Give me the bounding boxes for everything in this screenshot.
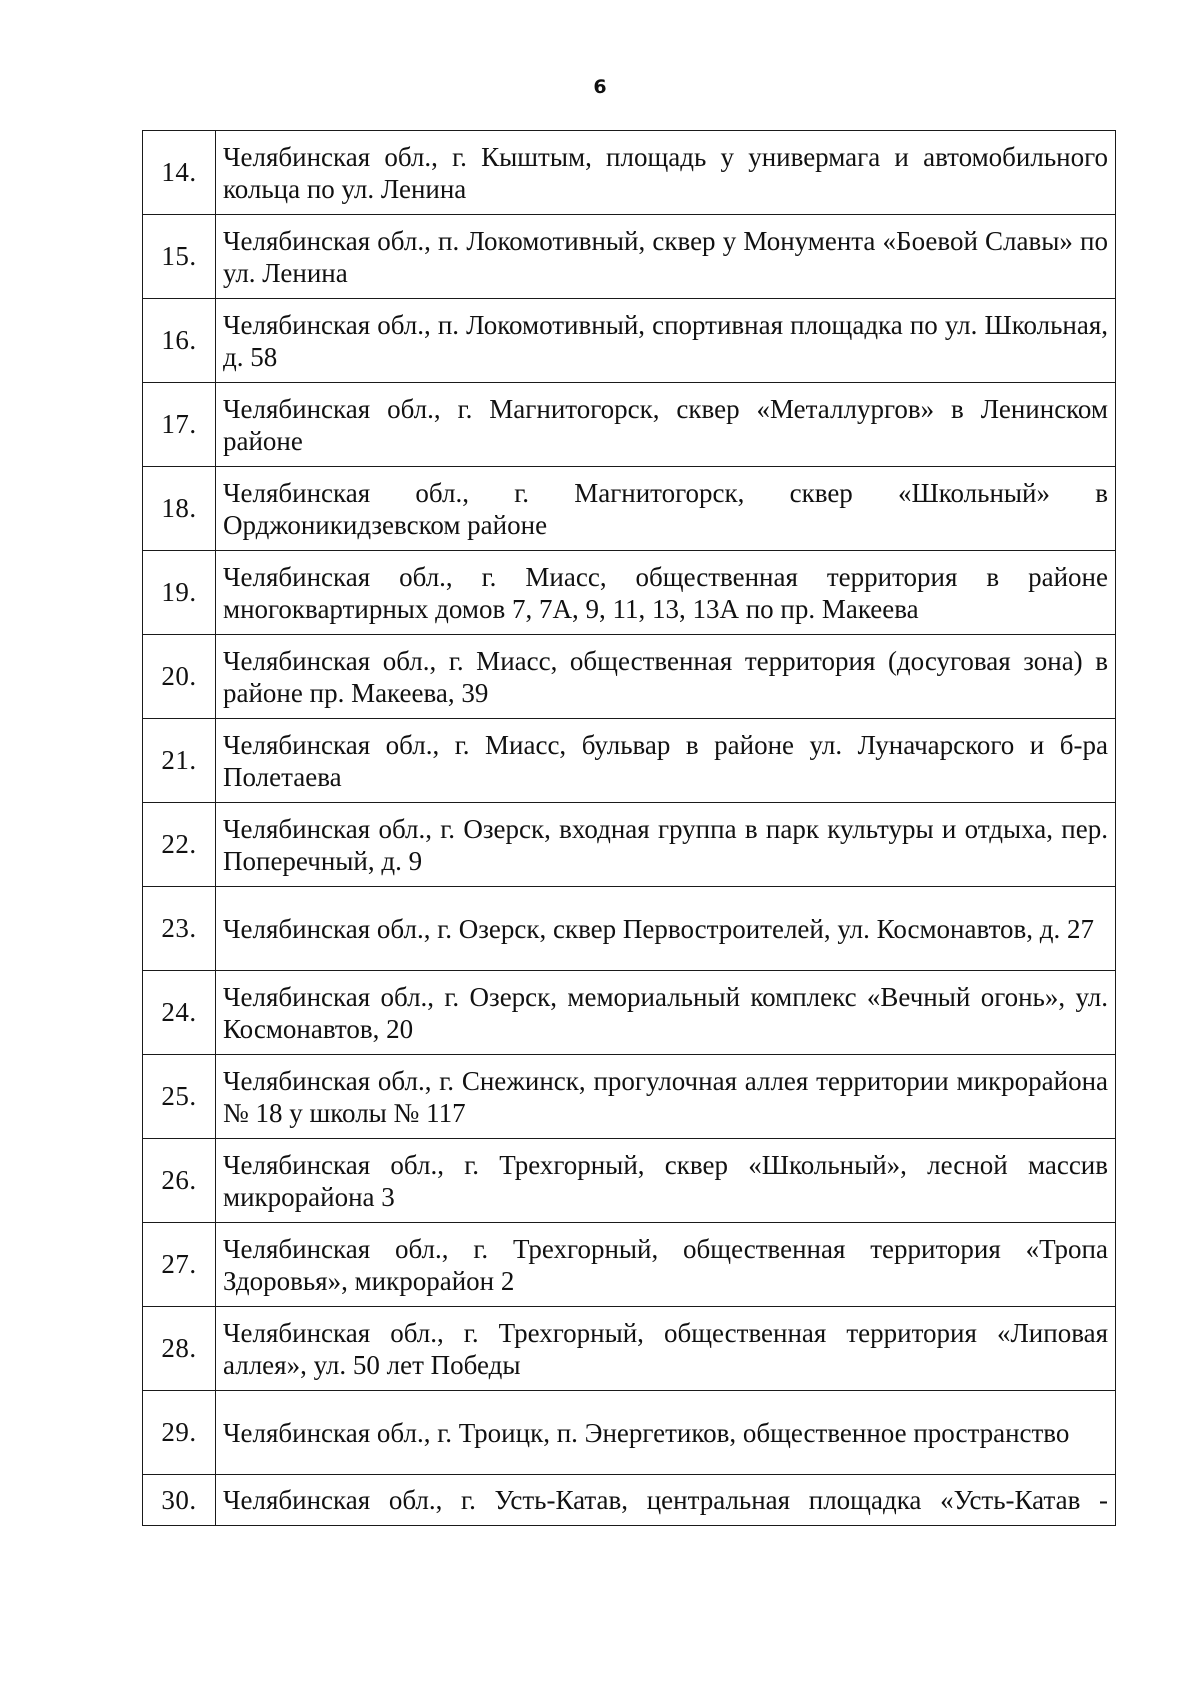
row-number: 16.	[143, 299, 216, 383]
row-address: Челябинская обл., г. Озерск, входная группа в парк культуры и отдыха, пер. Поперечный, д. 9	[223, 813, 1108, 876]
row-address: Челябинская обл., г. Трехгорный, общественная территория «Липовая аллея», ул. 50 лет Победы	[223, 1317, 1108, 1380]
row-address: Челябинская обл., г. Миасс, общественная территория в районе многоквартирных домов 7, 7А, 9, 11, 13, 13А по пр. Макеева	[223, 561, 1108, 624]
table-row	[143, 971, 1116, 1055]
row-number: 26.	[143, 1139, 216, 1223]
row-address: Челябинская обл., г. Усть-Катав, центральная площадка «Усть-Катав -	[223, 1485, 1108, 1515]
row-text-cell	[216, 803, 1116, 887]
row-number: 24.	[143, 971, 216, 1055]
table-row	[143, 803, 1116, 887]
table-row	[143, 215, 1116, 299]
table-row	[143, 719, 1116, 803]
row-number: 27.	[143, 1223, 216, 1307]
row-address: Челябинская обл., г. Магнитогорск, сквер «Металлургов» в Ленинском районе	[223, 393, 1108, 456]
row-address: Челябинская обл., г. Трехгорный, общественная территория «Тропа Здоровья», микрорайон 2	[223, 1233, 1108, 1296]
page-number: 6	[593, 76, 607, 98]
row-address: Челябинская обл., п. Локомотивный, сквер у Монумента «Боевой Славы» по ул. Ленина	[223, 225, 1108, 288]
table-row	[143, 551, 1116, 635]
row-text-cell	[216, 635, 1116, 719]
table-row	[143, 1307, 1116, 1391]
row-text-cell	[216, 467, 1116, 551]
row-number: 19.	[143, 551, 216, 635]
row-text-cell	[216, 1223, 1116, 1307]
row-address: Челябинская обл., г. Озерск, сквер Первостроителей, ул. Космонавтов, д. 27	[223, 913, 1095, 944]
row-text-cell	[216, 1475, 1116, 1526]
row-number: 22.	[143, 803, 216, 887]
table-row	[143, 1139, 1116, 1223]
row-text-cell	[216, 1391, 1116, 1475]
row-text-cell	[216, 383, 1116, 467]
table-row	[143, 1391, 1116, 1475]
row-text-cell	[216, 551, 1116, 635]
table-row	[143, 131, 1116, 215]
row-text-cell	[216, 215, 1116, 299]
row-text-cell	[216, 131, 1116, 215]
row-number: 15.	[143, 215, 216, 299]
row-number: 17.	[143, 383, 216, 467]
row-address: Челябинская обл., п. Локомотивный, спортивная площадка по ул. Школьная, д. 58	[223, 309, 1108, 372]
row-text-cell	[216, 299, 1116, 383]
row-number: 21.	[143, 719, 216, 803]
row-text-cell	[216, 1307, 1116, 1391]
table-row	[143, 887, 1116, 971]
row-address: Челябинская обл., г. Трехгорный, сквер «Школьный», лесной массив микрорайона 3	[223, 1149, 1108, 1212]
row-number: 14.	[143, 131, 216, 215]
table-row	[143, 299, 1116, 383]
row-address: Челябинская обл., г. Кыштым, площадь у универмага и автомобильного кольца по ул. Ленина	[223, 141, 1108, 204]
row-address: Челябинская обл., г. Миасс, общественная территория (досуговая зона) в районе пр. Макеева, 39	[223, 645, 1108, 708]
row-number: 20.	[143, 635, 216, 719]
row-text-cell	[216, 1055, 1116, 1139]
row-address: Челябинская обл., г. Снежинск, прогулочная аллея территории микрорайона № 18 у школы № 117	[223, 1065, 1108, 1128]
row-text-cell	[216, 719, 1116, 803]
row-number: 25.	[143, 1055, 216, 1139]
locations-table	[142, 130, 1116, 1526]
row-address: Челябинская обл., г. Миасс, бульвар в районе ул. Луначарского и б-ра Полетаева	[223, 729, 1108, 792]
table-row	[143, 1055, 1116, 1139]
row-number: 28.	[143, 1307, 216, 1391]
row-number: 30.	[143, 1475, 216, 1526]
row-address: Челябинская обл., г. Озерск, мемориальный комплекс «Вечный огонь», ул. Космонавтов, 20	[223, 981, 1108, 1044]
table-row	[143, 1475, 1116, 1526]
table-row	[143, 635, 1116, 719]
table-row	[143, 383, 1116, 467]
table-row	[143, 1223, 1116, 1307]
row-address: Челябинская обл., г. Троицк, п. Энергетиков, общественное пространство	[223, 1417, 1070, 1448]
table-row	[143, 467, 1116, 551]
row-text-cell	[216, 887, 1116, 971]
row-number: 23.	[143, 887, 216, 971]
row-number: 29.	[143, 1391, 216, 1475]
row-text-cell	[216, 1139, 1116, 1223]
row-address: Челябинская обл., г. Магнитогорск, сквер «Школьный» в Орджоникидзевском районе	[223, 477, 1108, 540]
row-text-cell	[216, 971, 1116, 1055]
row-number: 18.	[143, 467, 216, 551]
